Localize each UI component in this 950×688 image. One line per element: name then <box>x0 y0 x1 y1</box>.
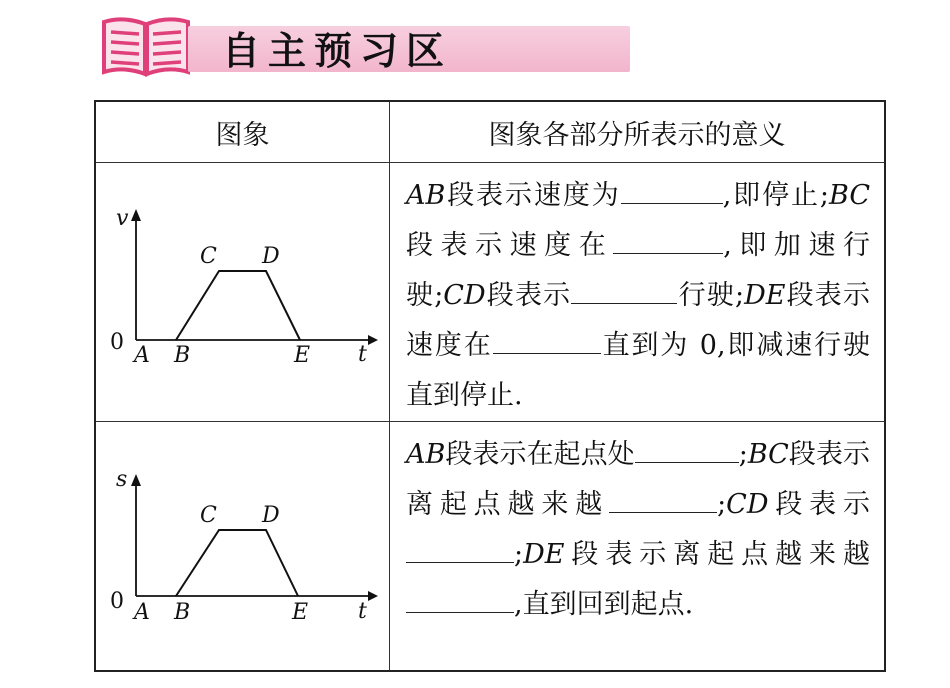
graph-line <box>176 271 300 340</box>
segment-text: ; <box>717 489 727 520</box>
answer-blank[interactable] <box>571 273 677 304</box>
segment-label: BC <box>829 180 871 211</box>
vt-meaning-cell <box>390 163 886 422</box>
answer-blank[interactable] <box>609 482 717 513</box>
segment-text: 段表示速度在 <box>406 280 870 361</box>
segment-text: 段表示离起点越来越 <box>564 539 870 570</box>
answer-blank[interactable] <box>613 223 723 254</box>
answer-blank[interactable] <box>493 323 601 354</box>
origin-label: 0 <box>110 330 124 355</box>
displacement-time-graph <box>96 422 389 670</box>
segment-label: CD <box>726 489 769 520</box>
segment-text: 段表示 <box>485 280 572 311</box>
y-axis-arrow <box>131 474 141 486</box>
table-row <box>95 163 885 422</box>
open-book-icon <box>100 14 192 78</box>
x-axis-label: t <box>358 599 367 624</box>
segment-text: ,即停止; <box>722 180 829 211</box>
point-label-e: E <box>294 343 311 368</box>
segment-label: BC <box>747 439 789 470</box>
y-axis-label: s <box>116 467 128 492</box>
motion-graph-table <box>94 100 886 672</box>
table-row <box>95 422 885 672</box>
segment-label: DE <box>744 280 786 311</box>
segment-text: 段表示速度为 <box>445 180 621 211</box>
vt-graph-cell <box>95 163 390 422</box>
point-label-b: B <box>174 343 191 368</box>
point-label-c: C <box>200 503 217 528</box>
x-axis-label: t <box>358 342 367 367</box>
point-label-e: E <box>292 600 309 625</box>
segment-label: DE <box>523 539 565 570</box>
answer-blank[interactable] <box>406 532 514 563</box>
section-title: 自主预习区 <box>222 29 453 73</box>
graph-line <box>176 530 298 596</box>
point-label-b: B <box>174 600 191 625</box>
segment-text: ; <box>514 539 524 570</box>
x-axis-arrow <box>368 591 378 601</box>
point-label-c: C <box>200 244 217 269</box>
table-header-row <box>95 101 885 163</box>
segment-text: ,直到回到起点. <box>514 589 694 620</box>
point-label-d: D <box>262 503 280 528</box>
point-label-a: A <box>134 600 150 625</box>
segment-text: 段表示 <box>768 489 871 520</box>
column-header-meaning: 图象各部分所表示的意义 <box>390 101 886 163</box>
answer-blank[interactable] <box>621 173 723 204</box>
segment-text: 段表示速度在 <box>406 230 614 261</box>
origin-label: 0 <box>110 589 124 614</box>
column-header-graph: 图象 <box>95 101 390 163</box>
segment-label: CD <box>443 280 486 311</box>
segment-text: 直到为 0,即减速行驶直到停止. <box>406 330 871 411</box>
st-meaning-cell <box>390 422 886 672</box>
segment-text: 段表示在起点处 <box>445 439 635 470</box>
segment-text: ,即加速行驶; <box>406 230 870 311</box>
x-axis-arrow <box>368 335 378 345</box>
segment-text: 行驶; <box>677 280 745 311</box>
answer-blank[interactable] <box>635 432 739 463</box>
y-axis-arrow <box>131 209 141 221</box>
answer-blank[interactable] <box>406 582 514 613</box>
segment-text: 段表示离起点越来越 <box>406 439 871 520</box>
point-label-d: D <box>262 244 280 269</box>
segment-label: AB <box>406 439 446 470</box>
velocity-time-graph <box>96 163 389 411</box>
point-label-a: A <box>134 343 150 368</box>
st-graph-cell <box>95 422 390 672</box>
segment-text: ; <box>738 439 748 470</box>
y-axis-label: v <box>116 206 129 231</box>
section-header <box>100 4 552 86</box>
segment-label: AB <box>406 180 446 211</box>
